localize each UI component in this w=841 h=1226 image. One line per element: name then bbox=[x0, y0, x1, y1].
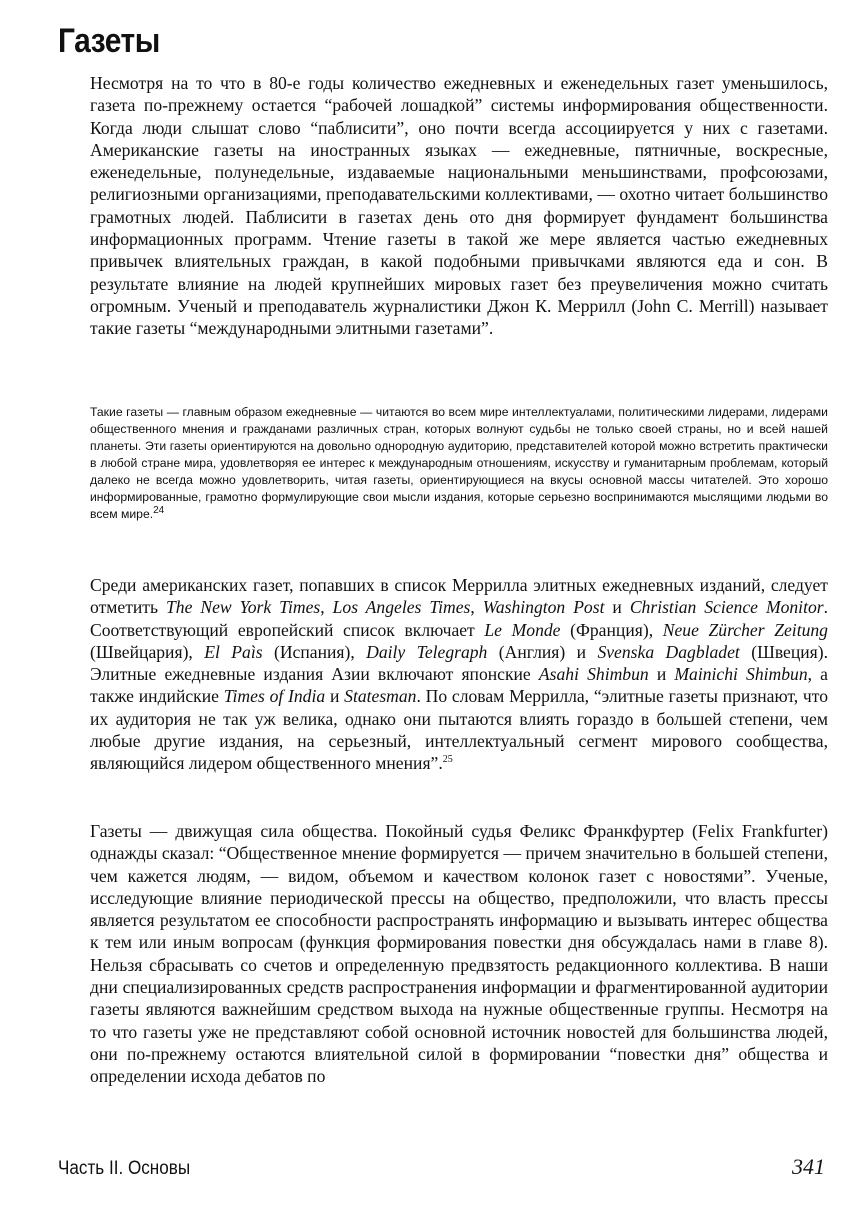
running-footer: Часть II. Основы bbox=[58, 1158, 191, 1179]
text-run: , а также индийские bbox=[90, 664, 828, 707]
text-run: (Франция), bbox=[560, 619, 663, 640]
newspaper-name: Le Monde bbox=[484, 619, 561, 640]
paragraph-intro: Несмотря на то что в 80-е годы количество ежедневных и еженедельных газет уменьшилось, газета по-прежнему остается “рабочей лошадкой” системы информирования общественности. Когда люди слышат слово “паблисити”, оно почти всегда ассоциируется у них с газетами. Американские газеты на иностранных языках — ежедневные, пятничные, воскресные, еженедельные, полунедельные, издаваемые национальными меньшинствами, профсоюзами, религиозными организациями, преподавательскими коллективами, — охотно читает большинство грамотных людей. Паблисити в газетах день ото дня формирует фундамент большинства информационных программ. Чтение газеты в такой же мере является частью ежедневных привычек влиятельных граждан, в какой подобными привычками являются еда и сон. В результате влияние на людей крупнейших мировых газет без преувеличения можно считать огромным. Ученый и преподаватель журналистики Джон К. Меррилл (John C. Merrill) называет такие газеты “международными элитными газетами”. bbox=[90, 73, 828, 339]
newspaper-name: Los Angeles Times bbox=[332, 597, 471, 618]
text-run: и bbox=[604, 597, 630, 618]
text-run: Среди американских газет, попавших в список Меррилла элитных ежедневных изданий, следует отметить bbox=[90, 575, 828, 618]
paragraph-elite-papers bbox=[90, 574, 828, 775]
footnote-marker-24: 24 bbox=[153, 504, 165, 516]
text-run: . Соответствующий европейский список включает bbox=[90, 597, 829, 640]
text-run: . По словам Меррилла, “элитные газеты признают, что их аудитория не так уж велика, однако они пытаются влиять гораздо в большей степени, чем любые другие издания, на серьезный, интеллектуальный сегмент мирового сообщества, являющийся лидером общественного мнения”. bbox=[90, 686, 829, 774]
text-run: (Швейцария), bbox=[90, 641, 205, 662]
newspaper-name: Christian Science Monitor bbox=[629, 597, 824, 618]
text-run: (Швеция). Элитные ежедневные издания Азии включают японские bbox=[90, 641, 829, 685]
newspaper-name: Asahi Shimbun bbox=[538, 664, 649, 685]
newspaper-name: Times of India bbox=[223, 686, 326, 707]
newspaper-name: Statesman bbox=[344, 686, 417, 707]
newspaper-name: Mainichi Shimbun bbox=[674, 664, 808, 685]
newspaper-name: The New York Times bbox=[165, 597, 321, 618]
newspaper-name: Washington Post bbox=[482, 597, 605, 618]
text-run: , bbox=[320, 597, 333, 618]
footnote-marker-25: 25 bbox=[442, 754, 453, 766]
text-run: и bbox=[325, 686, 345, 707]
page-number: 341 bbox=[792, 1154, 825, 1179]
quote-text: Такие газеты — главным образом ежедневные — читаются во всем мире интеллектуалами, политическими лидерами, лидерами общественного мнения и гражданами различных стран, которых волнуют судьбы не только своей страны, но и всей нашей планеты. Эти газеты ориентируются на довольно однородную аудиторию, представителей которой можно встретить практически в любой стране мира, удовлетворяя ее интерес к международным отношениям, искусству и гуманитарным проблемам, который далеко не всегда можно удовлетворить, читая газеты, ориентирующиеся на вкусы основной массы читателей. Это хорошо информированные, грамотно формулирующие свои мысли издания, которые серьезно воспринимаются мыслящими людьми во всем мире. bbox=[90, 405, 828, 521]
newspaper-name: Daily Telegraph bbox=[366, 641, 488, 662]
text-run: (Испания), bbox=[262, 641, 367, 662]
block-quote bbox=[90, 404, 828, 523]
section-title: Газеты bbox=[58, 22, 160, 60]
newspaper-name: El Paìs bbox=[204, 641, 263, 662]
text-run: и bbox=[648, 664, 675, 685]
newspaper-name: Neue Zürcher Zeitung bbox=[662, 619, 828, 640]
text-run: , bbox=[470, 597, 483, 618]
text-run: (Англия) и bbox=[487, 641, 598, 662]
paragraph-press-power: Газеты — движущая сила общества. Покойный судья Феликс Франкфуртер (Felix Frankfurter) однажды сказал: “Общественное мнение формируется — причем значительно в большей степени, чем кажется людям, — видом, объемом и качеством колонок газет с новостями”. Ученые, исследующие влияние периодической прессы на общество, предположили, что власть прессы является результатом ее способности распространять информацию и вызывать интерес общества к тем или иным вопросам (функция формирования повестки дня обсуждалась нами в главе 8). Нельзя сбрасывать со счетов и определенную предвзятость редакционного коллектива. В наши дни специализированных средств распространения информации и фрагментированной аудитории газеты являются важнейшим средством выхода на нужные общественные группы. Несмотря на то что газеты уже не представляют собой основной источник новостей для большинства людей, они по-прежнему остаются влиятельной силой в формировании “повестки дня” общества и определении исхода дебатов по bbox=[90, 821, 828, 1087]
newspaper-name: Svenska Dagbladet bbox=[597, 641, 740, 662]
